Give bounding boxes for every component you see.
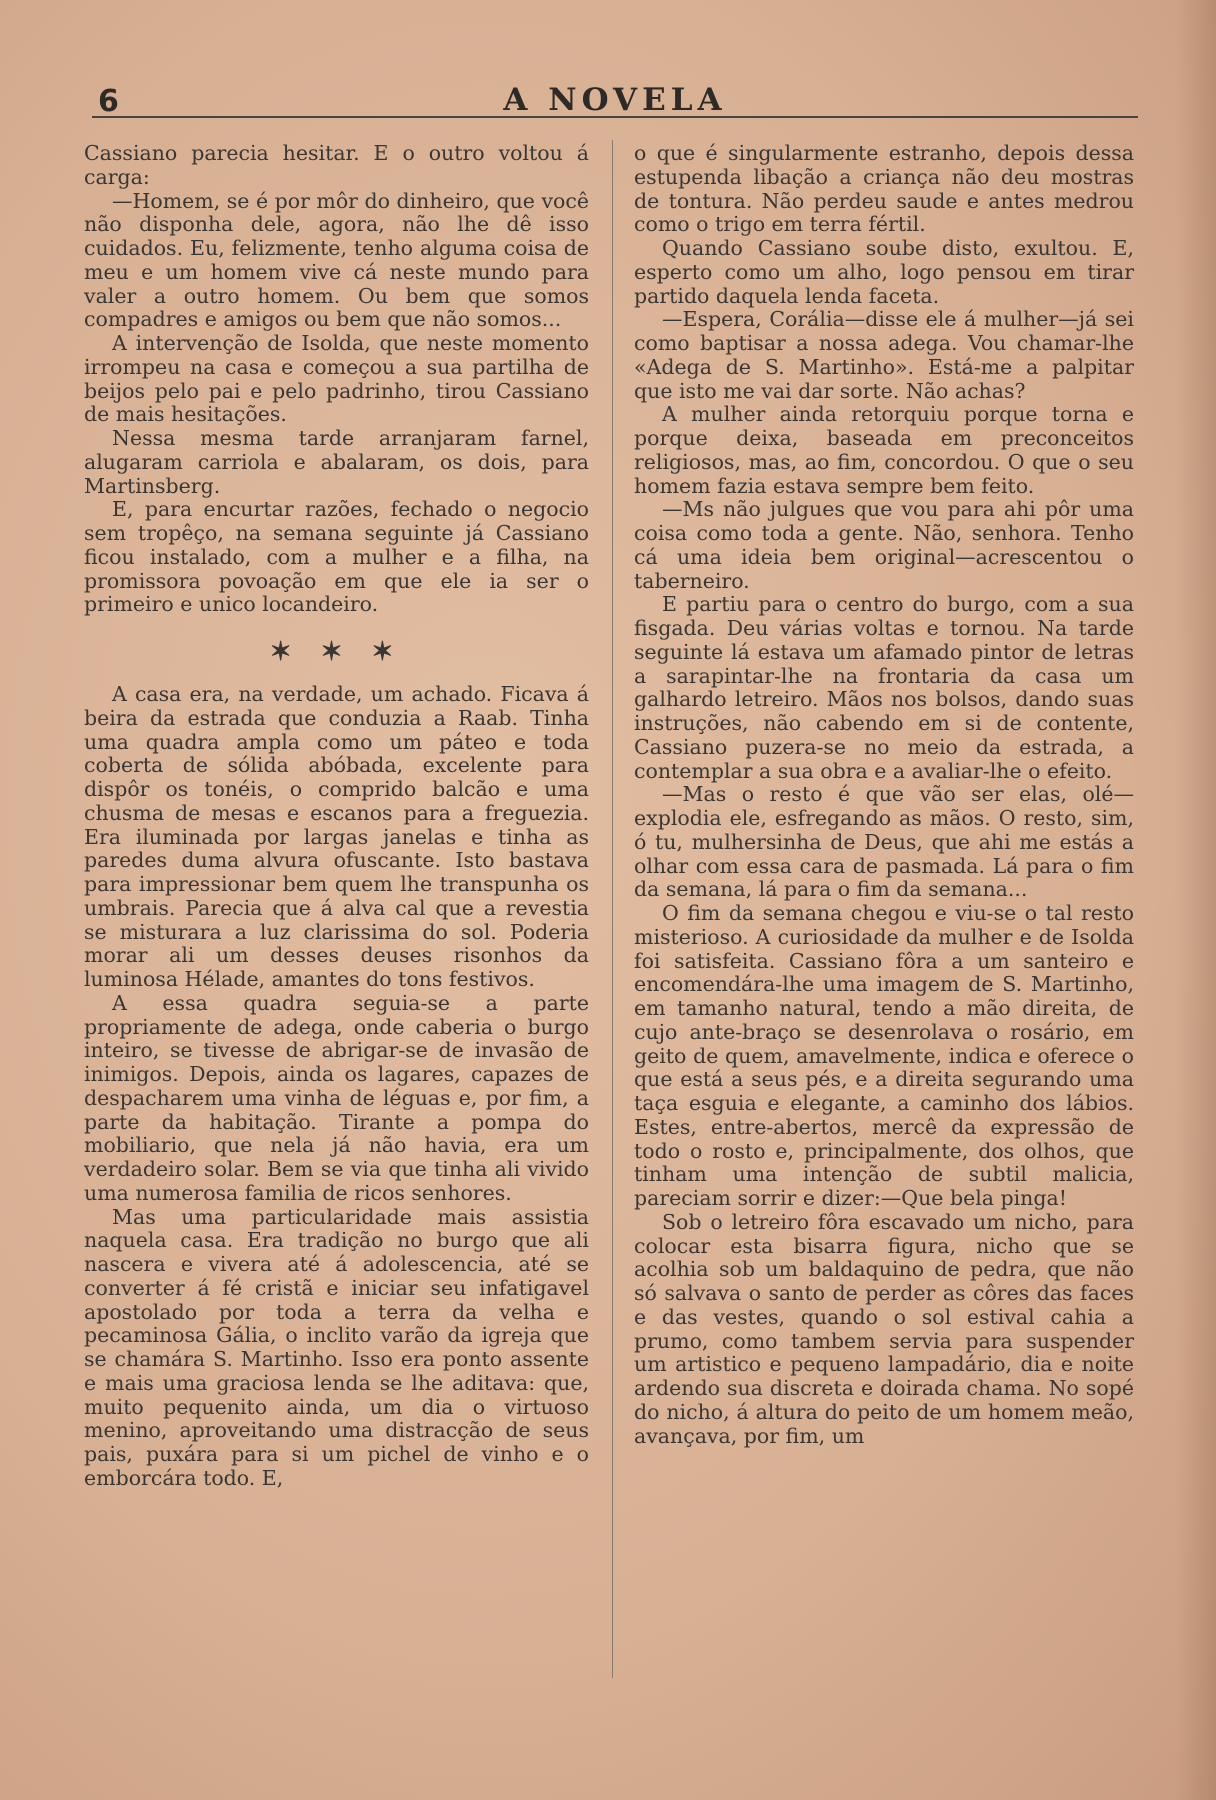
paragraph: E partiu para o centro do burgo, com a sua fisgada. Deu várias voltas e tornou. Na tarde seguinte lá estava um afamado pintor de letras a sarapintar-lhe na frontaria da casa um galhardo letreiro. Mãos nos bolsos, dando suas instruções, não cabendo em si de contente, Cassiano puzera-se no meio da estrada, a contemplar a sua obra e a avaliar-lhe o efeito. — [634, 592, 1134, 783]
header-rule — [92, 116, 1138, 118]
page-header — [92, 80, 1138, 120]
paragraph: —Homem, se é por môr do dinheiro, que você não disponha dele, agora, não lhe dê isso cuidados. Eu, felizmente, tenho alguma coisa de meu e um homem vive cá neste mundo para valer a outro homem. Ou bem que somos compadres e amigos ou bem que não somos... — [84, 188, 589, 332]
page-edge-wear — [1176, 0, 1216, 1800]
paragraph: —Espera, Corália—disse ele á mulher—já sei como baptisar a nossa adega. Vou chamar-lhe «Adega de S. Martinho». Está-me a palpitar que isto me vai dar sorte. Não achas? — [634, 307, 1134, 403]
paragraph: Nessa mesma tarde arranjaram farnel, alugaram carriola e abalaram, os dois, para Martinsberg. — [84, 426, 589, 498]
right-column — [634, 142, 1134, 1448]
paragraph: A mulher ainda retorquiu porque torna e porque deixa, baseada em preconceitos religiosos, mas, ao fim, concordou. O que o seu homem fazia estava sempre bem feito. — [634, 402, 1134, 498]
page-number: 6 — [98, 84, 119, 119]
paragraph: A essa quadra seguia-se a parte propriamente de adega, onde caberia o burgo inteiro, se tivesse de abrigar-se de invasão de inimigos. Depois, ainda os lagares, capazes de despacharem uma vinha de léguas e, por fim, a parte da habitação. Tirante a pompa do mobiliario, que nela já não havia, era um verdadeiro solar. Bem se via que tinha ali vivido uma numerosa familia de ricos senhores. — [84, 990, 589, 1205]
paragraph: A intervenção de Isolda, que neste momento irrompeu na casa e começou a sua partilha de beijos pelo pai e pelo padrinho, tirou Cassiano de mais hesitações. — [84, 331, 589, 427]
left-column — [84, 142, 589, 1491]
section-break: ✶ ✶ ✶ — [269, 637, 404, 667]
paragraph: o que é singularmente estranho, depois dessa estupenda libação a criança não deu mostras de tontura. Não perdeu saude e antes medrou como o trigo em terra fértil. — [634, 141, 1134, 237]
column-divider — [612, 140, 613, 1678]
paragraph: Mas uma particularidade mais assistia naquela casa. Era tradição no burgo que ali nascera e vivera até á adolescencia, até se converter á fé cristã e iniciar seu infatigavel apostolado por toda a terra da velha e pecaminosa Gália, o inclito varão da igreja que se chamára S. Martinho. Isso era ponto assente e mais uma graciosa lenda se lhe aditava: que, muito pequenito ainda, um dia o virtuoso menino, aproveitando uma distracção de seus pais, puxára para si um pichel de vinho e o emborcára todo. E, — [84, 1204, 589, 1490]
running-title: A NOVELA — [503, 82, 727, 118]
paragraph: Cassiano parecia hesitar. E o outro voltou á carga: — [84, 141, 589, 189]
paragraph: —Mas o resto é que vão ser elas, olé—explodia ele, esfregando as mãos. O resto, sim, ó tu, mulhersinha de Deus, que ahi me estás a olhar com essa cara de pasmada. Lá para o fim da semana, lá para o fim da semana... — [634, 782, 1134, 902]
paragraph: A casa era, na verdade, um achado. Ficava á beira da estrada que conduzia a Raab. Tinha uma quadra ampla como um páteo e toda coberta de sólida abóbada, excelente para dispôr os tonéis, o comprido balcão e uma chusma de mesas e escanos para a freguezia. Era iluminada por largas janelas e tinha as paredes duma alvura ofuscante. Isto bastava para impressionar bem quem lhe transpunha os umbrais. Parecia que á alva cal que a revestia se misturara a luz clarissima do sol. Poderia morar ali um desses deuses risonhos da luminosa Hélade, amantes do tons festivos. — [84, 682, 589, 991]
paragraph: E, para encurtar razões, fechado o negocio sem tropêço, na semana seguinte já Cassiano ficou instalado, com a mulher e a filha, na promissora povoação em que ele ia ser o primeiro e unico locandeiro. — [84, 497, 589, 617]
paragraph: Sob o letreiro fôra escavado um nicho, para colocar esta bisarra figura, nicho que se acolhia sob um baldaquino de pedra, que não só salvava o santo de perder as côres das faces e das vestes, quando o sol estival cahia a prumo, como tambem servia para suspender um artistico e pequeno lampadário, dia e noite ardendo sua discreta e doirada chama. No sopé do nicho, á altura do peito de um homem meão, avançava, por fim, um — [634, 1209, 1134, 1448]
paragraph: —Ms não julgues que vou para ahi pôr uma coisa como toda a gente. Não, senhora. Tenho cá uma ideia bem original—acrescentou o taberneiro. — [634, 497, 1134, 593]
paragraph: Quando Cassiano soube disto, exultou. E, esperto como um alho, logo pensou em tirar partido daquela lenda faceta. — [634, 236, 1134, 308]
paragraph: O fim da semana chegou e viu-se o tal resto misterioso. A curiosidade da mulher e de Isolda foi satisfeita. Cassiano fôra a um santeiro e encomendára-lhe uma imagem de S. Martinho, em tamanho natural, tendo a mão direita, de cujo ante-braço se desenrolava o rosário, em geito de quem, amavelmente, indica e oferece o que está a seus pés, e a direita segurando uma taça esguia e elegante, a caminho dos lábios. Estes, entre-abertos, mercê da expressão de todo o rosto e, principalmente, dos olhos, que tinham uma intenção de subtil malicia, pareciam sorrir e dizer:—Que bela pinga! — [634, 901, 1134, 1210]
